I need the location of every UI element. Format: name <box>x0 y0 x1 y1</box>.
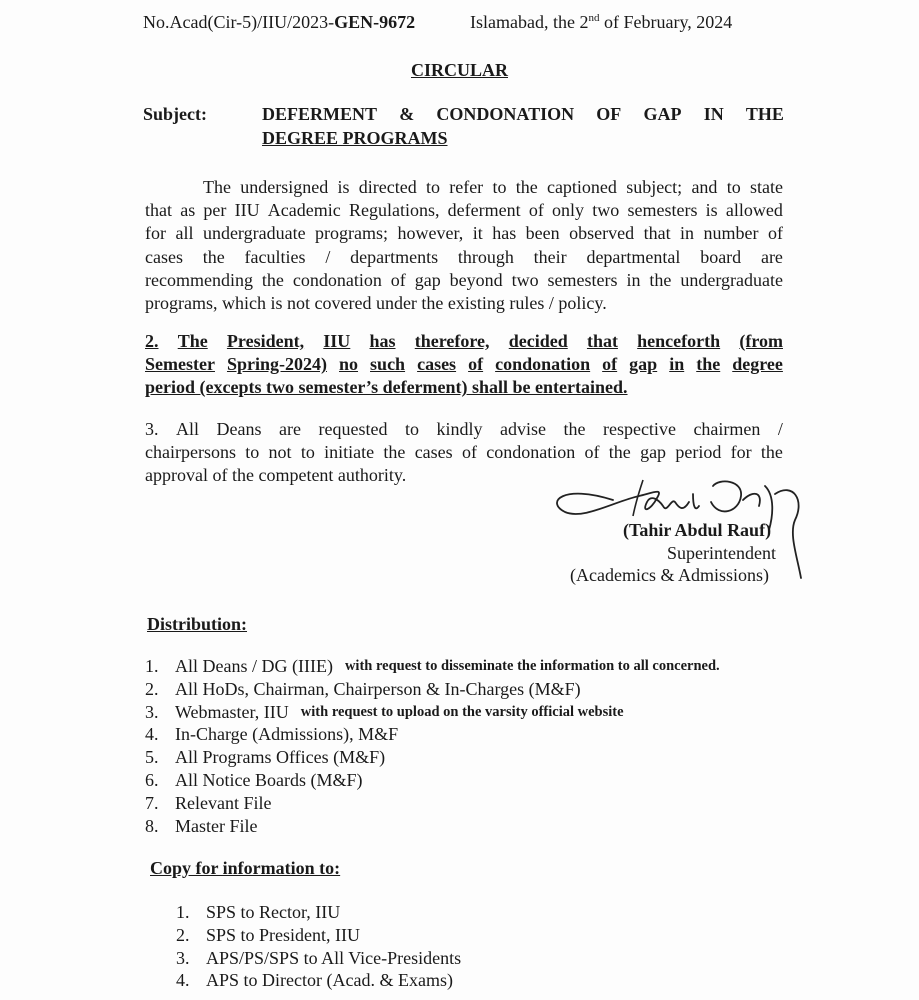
word: The <box>203 177 231 197</box>
word: and <box>691 177 718 197</box>
word: therefore, <box>414 331 490 351</box>
subject-word: CONDONATION <box>436 104 575 124</box>
word: / <box>325 246 331 267</box>
list-item-number: 6. <box>145 769 159 790</box>
word: through <box>457 246 514 267</box>
word: President, <box>226 331 305 351</box>
word: the <box>696 354 721 375</box>
word: semesters <box>627 200 698 221</box>
reference-code: GEN-9672 <box>334 12 416 32</box>
list-item-text: SPS to Rector, IIU <box>206 902 341 922</box>
word: the <box>383 442 406 463</box>
list-item-text: Master File <box>175 815 258 836</box>
word: kindly <box>436 419 483 439</box>
word: undersigned <box>240 177 329 197</box>
word: not <box>268 442 292 463</box>
subject-word: DEFERMENT <box>262 104 378 124</box>
word: undergraduate <box>680 269 783 290</box>
paragraph-line <box>145 199 783 222</box>
copy-info-list <box>176 901 461 992</box>
word: to <box>245 442 260 463</box>
word: to <box>492 177 507 197</box>
word: cases <box>145 246 183 267</box>
word: the <box>202 246 225 267</box>
list-item <box>145 723 720 746</box>
list-item-number: 8. <box>145 815 159 836</box>
word: their <box>533 246 567 267</box>
paragraph-line <box>145 353 783 376</box>
word: the <box>563 419 586 439</box>
distribution-heading: Distribution: <box>147 614 248 634</box>
word: has <box>492 223 517 244</box>
list-item <box>145 655 720 678</box>
word: requested <box>318 419 388 439</box>
list-item-text: Relevant File <box>175 792 272 813</box>
word: condonation <box>495 354 591 375</box>
list-item <box>145 678 720 701</box>
word: board <box>700 246 742 267</box>
word: number <box>703 223 759 244</box>
word: Academic <box>267 200 341 221</box>
word: been <box>525 223 560 244</box>
word: cases <box>414 442 453 463</box>
reference-prefix: No.Acad(Cir-5)/IIU/2023- <box>143 12 335 32</box>
list-item-text: All Notice Boards (M&F) <box>175 769 363 790</box>
list-item-number: 2. <box>176 924 190 945</box>
word: in <box>669 354 685 375</box>
paragraph-1 <box>145 176 783 315</box>
subject-word: & <box>399 104 415 124</box>
list-item-note: with request to upload on the varsity official website <box>300 703 624 720</box>
list-item <box>176 901 461 924</box>
subject-line-1 <box>262 104 784 125</box>
word: only <box>552 200 585 221</box>
word: to <box>425 177 440 197</box>
paragraph-line: period (excepts two semester’s deferment) shall be entertained. <box>145 377 628 398</box>
word: all <box>175 223 194 244</box>
word: condonation <box>292 269 382 290</box>
date-prefix: Islamabad, the 2 <box>470 12 589 32</box>
list-item-text: All HoDs, Chairman, Chairperson & In-Charges (M&F) <box>175 678 581 699</box>
word: recommending <box>145 269 253 290</box>
word: to <box>726 177 741 197</box>
reference-number <box>143 12 415 33</box>
subject-word: THE <box>745 104 784 124</box>
word: gap <box>640 442 667 463</box>
word: of <box>390 269 406 290</box>
subject-word: OF <box>596 104 622 124</box>
word: gap <box>629 354 658 375</box>
word: as <box>180 200 196 221</box>
word: Deans <box>216 419 262 439</box>
word: beyond <box>449 269 503 290</box>
word: cases <box>417 354 457 375</box>
signatory-title: Superintendent <box>667 543 776 563</box>
list-item-number: 4. <box>176 970 190 991</box>
list-item-number: 2. <box>145 678 159 699</box>
word: in <box>626 269 641 290</box>
list-item-number: 7. <box>145 792 159 813</box>
word: refer <box>449 177 484 197</box>
word: directed <box>358 177 417 197</box>
word: initiate <box>324 442 375 463</box>
word: the <box>515 177 538 197</box>
list-item-text: SPS to President, IIU <box>206 924 361 945</box>
word: is <box>337 177 350 197</box>
paragraph-line <box>145 418 783 441</box>
word: to <box>300 442 315 463</box>
word: observed <box>569 223 635 244</box>
word: IIU <box>323 331 351 351</box>
word: chairpersons <box>145 442 236 463</box>
word: faculties <box>244 246 306 267</box>
word: undergraduate <box>202 223 306 244</box>
word: the <box>649 269 672 290</box>
word: All <box>176 419 200 439</box>
list-item-number: 1. <box>145 656 159 676</box>
word: advise <box>499 419 546 439</box>
subject-word: IN <box>703 104 724 124</box>
paragraph-line <box>145 441 783 464</box>
word: in <box>680 223 695 244</box>
list-item <box>145 701 720 724</box>
word: the <box>760 442 783 463</box>
word: of <box>461 442 477 463</box>
word: deferment <box>447 200 521 221</box>
paragraph-line <box>145 176 783 199</box>
word: for <box>730 442 752 463</box>
document-title: CIRCULAR <box>410 60 508 80</box>
word: / <box>777 419 783 439</box>
word: that <box>586 331 618 351</box>
copy-info-heading: Copy for information to: <box>150 858 341 878</box>
word: semesters <box>547 269 618 290</box>
issue-date <box>470 12 732 33</box>
paragraph-line <box>145 222 783 245</box>
list-item-number: 1. <box>176 902 190 922</box>
word: such <box>370 354 406 375</box>
word: chairmen <box>693 419 761 439</box>
word: decided <box>508 331 568 351</box>
list-item <box>176 969 461 992</box>
list-item-text: All Programs Offices (M&F) <box>175 747 386 768</box>
word: state <box>749 177 783 197</box>
paragraph-line <box>145 269 783 292</box>
word: 2. <box>145 331 159 351</box>
list-item-number: 3. <box>176 947 190 968</box>
date-ordinal: nd <box>588 12 600 24</box>
word: two <box>592 200 620 221</box>
list-item <box>176 947 461 970</box>
word: period <box>675 442 722 463</box>
list-item-text: APS to Director (Acad. & Exams) <box>206 970 453 991</box>
word: that <box>643 223 671 244</box>
word: the <box>261 269 284 290</box>
word: IIU <box>234 200 260 221</box>
paragraph-line: programs, which is not covered under the existing rules / policy. <box>145 293 607 314</box>
word: of <box>528 200 544 221</box>
list-item <box>176 924 461 947</box>
word: allowed <box>725 200 783 221</box>
word: respective <box>602 419 676 439</box>
word: 3. <box>145 419 159 439</box>
word: Regulations, <box>348 200 440 221</box>
word: of <box>584 442 600 463</box>
list-item <box>145 792 720 815</box>
paragraph-line <box>145 246 783 269</box>
word: of <box>468 354 484 375</box>
word: however, <box>397 223 464 244</box>
signatory-name: (Tahir Abdul Rauf) <box>623 520 772 540</box>
list-item-note: with request to disseminate the information to all concerned. <box>344 658 720 674</box>
word: are <box>279 419 301 439</box>
word: two <box>511 269 539 290</box>
list-item <box>145 815 720 838</box>
subject-label: Subject: <box>143 104 207 124</box>
word: for <box>145 223 166 244</box>
word: The <box>177 331 208 351</box>
subject-word: GAP <box>643 104 682 124</box>
date-suffix: of February, 2024 <box>599 12 733 32</box>
distribution-list <box>145 655 720 837</box>
list-item-number: 4. <box>145 724 159 745</box>
word: departmental <box>586 246 681 267</box>
word: captioned <box>546 177 617 197</box>
word: subject; <box>626 177 683 197</box>
paragraph-line: approval of the competent authority. <box>145 465 407 486</box>
list-item-text: APS/PS/SPS to All Vice-Presidents <box>206 947 462 968</box>
word: it <box>472 223 483 244</box>
word: condonation <box>486 442 576 463</box>
word: Spring-2024) <box>226 354 327 375</box>
word: are <box>760 246 783 267</box>
signatory-department: (Academics & Admissions) <box>570 565 769 585</box>
word: that <box>145 200 172 221</box>
word: has <box>369 331 396 351</box>
list-item-text: All Deans / DG (IIIE) <box>175 656 333 676</box>
list-item-number: 5. <box>145 747 159 768</box>
list-item <box>145 746 720 769</box>
list-item-text: In-Charge (Admissions), M&F <box>175 724 399 745</box>
list-item <box>145 769 720 792</box>
word: degree <box>732 354 783 375</box>
word: to <box>404 419 419 439</box>
word: gap <box>414 269 441 290</box>
word: per <box>203 200 227 221</box>
word: (from <box>739 331 783 351</box>
word: no <box>339 354 359 375</box>
word: of <box>767 223 783 244</box>
word: departments <box>350 246 439 267</box>
word: is <box>705 200 718 221</box>
list-item-number: 3. <box>145 701 159 722</box>
word: Semester <box>145 354 215 375</box>
word: the <box>608 442 631 463</box>
word: programs; <box>315 223 389 244</box>
subject-line-2: DEGREE PROGRAMS <box>262 128 448 148</box>
paragraph-line <box>145 330 783 353</box>
list-item-text: Webmaster, IIU <box>175 701 289 722</box>
paragraph-2-decision <box>145 330 783 400</box>
word: henceforth <box>637 331 721 351</box>
word: of <box>602 354 618 375</box>
